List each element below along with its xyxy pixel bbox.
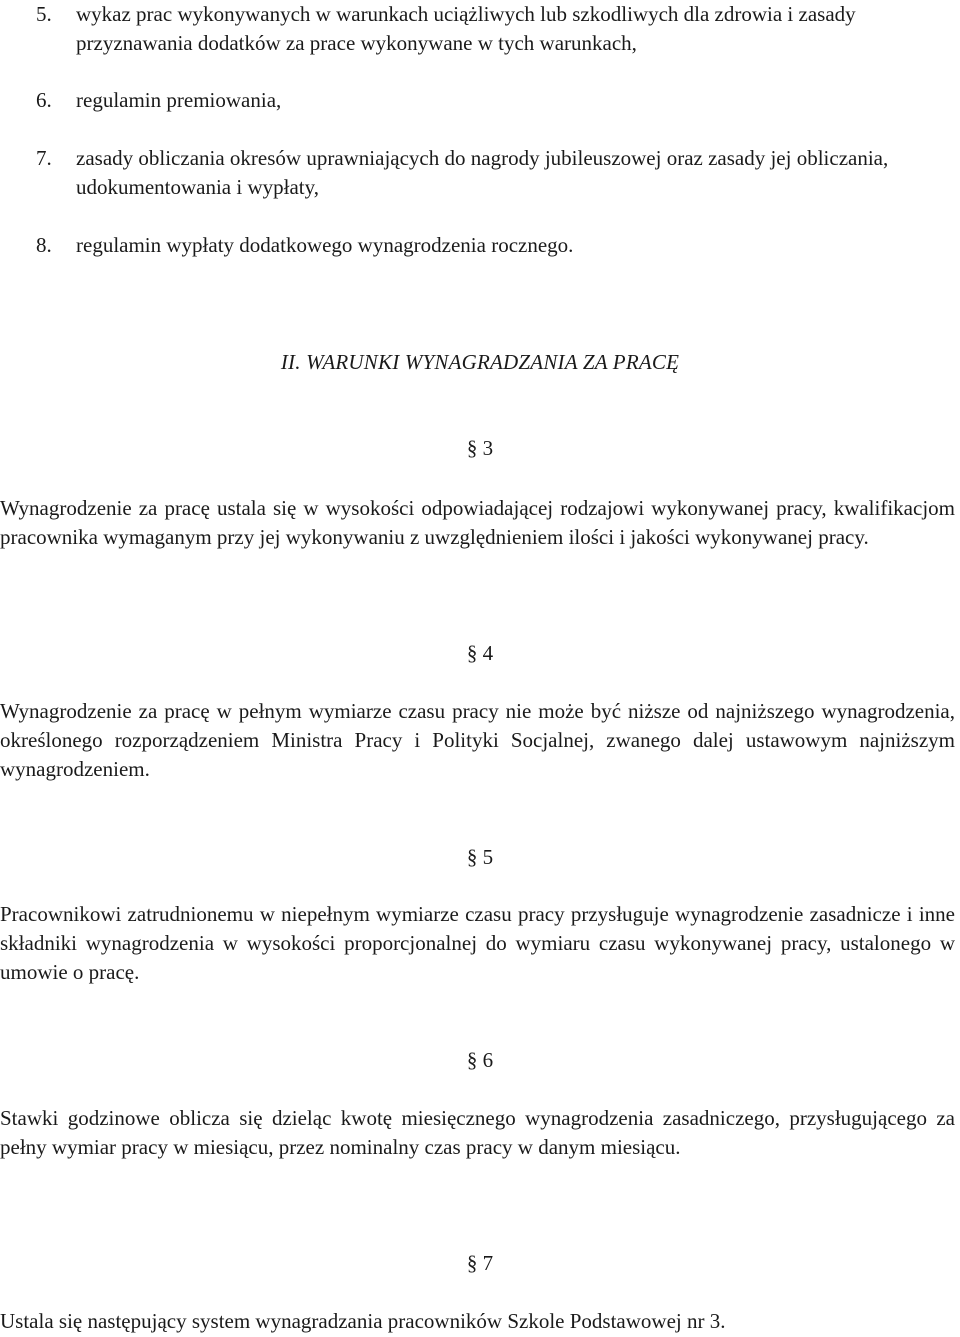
list-item-number: 6. xyxy=(36,88,52,112)
section-mark-6: § 6 xyxy=(466,1048,494,1072)
list-item-text: regulamin wypłaty dodatkowego wynagrodzenia rocznego. xyxy=(76,233,574,257)
section-mark-5: § 5 xyxy=(466,845,494,869)
list-item-number: 8. xyxy=(36,233,52,257)
list-item-number: 7. xyxy=(36,146,52,170)
list-item-text: wykaz prac wykonywanych w warunkach uciążliwych lub szkodliwych dla zdrowia i zasady przyznawania dodatków za prace wykonywane w tych warunkach, xyxy=(76,2,856,55)
section-paragraph-3: Wynagrodzenie za pracę ustala się w wysokości odpowiadającej rodzajowi wykonywanej pracy, kwalifikacjom pracownika wymaganym przy jej wykonywaniu z uwzględnieniem ilości i jakości wykonywanej pracy. xyxy=(0,496,955,549)
section-mark-3: § 3 xyxy=(466,436,494,460)
section-mark-4: § 4 xyxy=(466,641,494,665)
list-item-text: regulamin premiowania, xyxy=(76,88,282,112)
section-mark-7: § 7 xyxy=(466,1251,494,1275)
list-item-number: 5. xyxy=(36,2,52,26)
section-paragraph-5: Pracownikowi zatrudnionemu w niepełnym wymiarze czasu pracy przysługuje wynagrodzenie zasadnicze i inne składniki wynagrodzenia w wysokości proporcjonalnej do wymiaru czasu wykonywanej pracy, ustalonego w umowie o pracę. xyxy=(0,902,955,984)
chapter-heading: II. WARUNKI WYNAGRADZANIA ZA PRACĘ xyxy=(280,350,680,374)
list-item-text: zasady obliczania okresów uprawniających do nagrody jubileuszowej oraz zasady jej obliczania, udokumentowania i wypłaty, xyxy=(76,146,889,199)
section-paragraph-6: Stawki godzinowe oblicza się dzieląc kwotę miesięcznego wynagrodzenia zasadniczego, przysługującego za pełny wymiar pracy w miesiącu, przez nominalny czas pracy w danym miesiącu. xyxy=(0,1106,955,1159)
section-paragraph-4: Wynagrodzenie za pracę w pełnym wymiarze czasu pracy nie może być niższe od najniższego wynagrodzenia, określonego rozporządzeniem Ministra Pracy i Polityki Socjalnej, zwanego dalej ustawowym najniższym wynagrodzeniem. xyxy=(0,699,955,781)
section-paragraph-7: Ustala się następujący system wynagradzania pracowników Szkole Podstawowej nr 3. xyxy=(0,1309,726,1333)
